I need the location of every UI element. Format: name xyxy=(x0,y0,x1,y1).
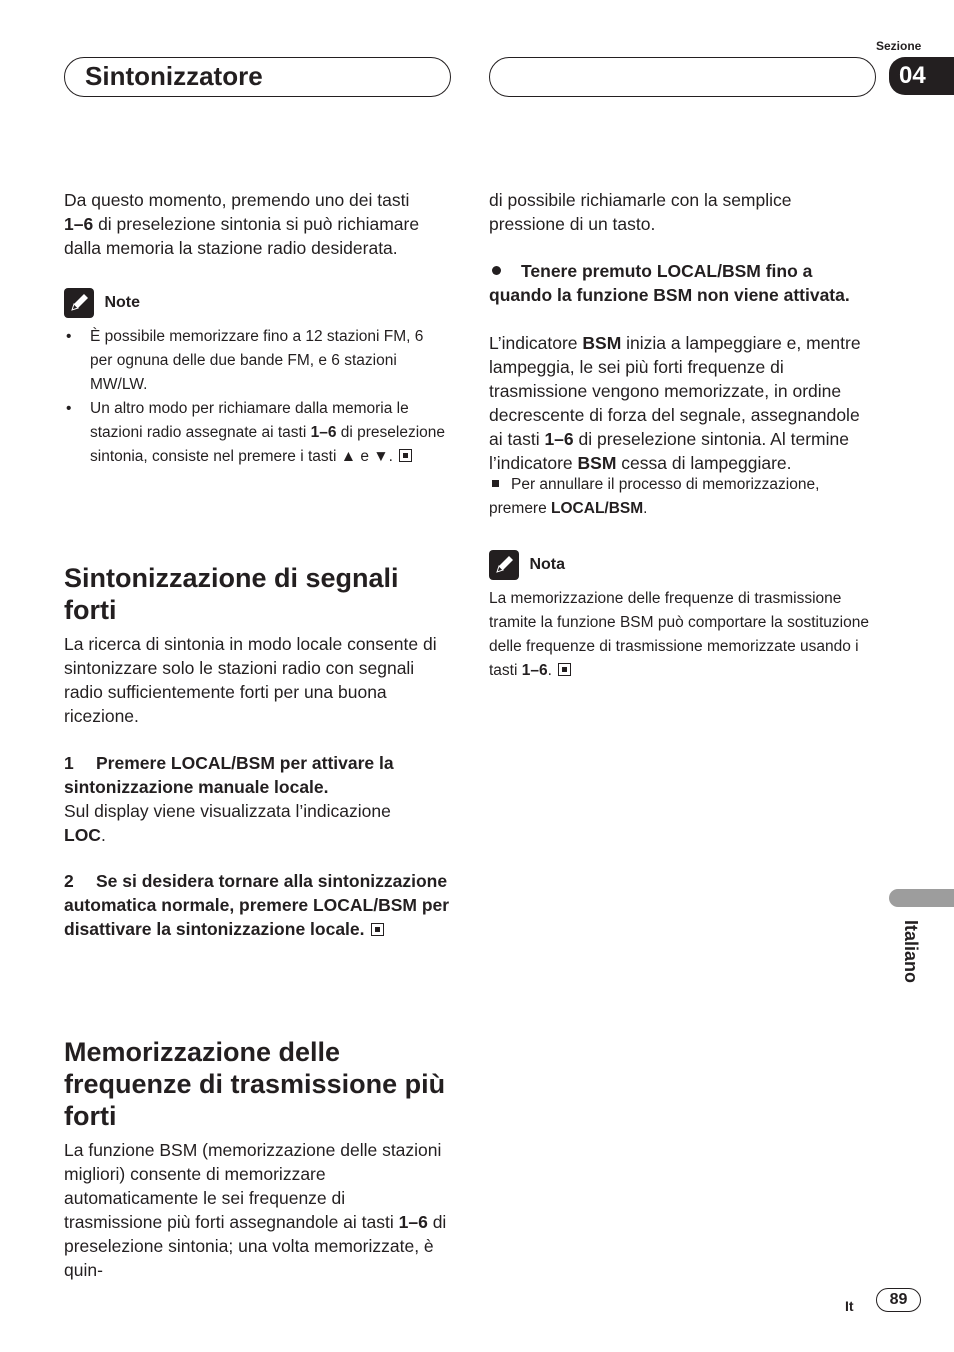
bsm-bullet xyxy=(489,259,875,307)
step-2 xyxy=(64,869,456,941)
step-1-text: Sul display viene visualizzata l’indicazione xyxy=(64,801,391,821)
heading-strong-signals: Sintonizzazione di segnali forti xyxy=(64,563,399,625)
step-2-instruction: Se si desidera tornare alla sintonizzazione automatica normale, premere LOCAL/BSM per disattivare la sintonizzazione locale. xyxy=(64,871,450,939)
intro-text-a: Da questo momento, premendo uno dei tasti xyxy=(64,190,410,210)
header-empty-box xyxy=(489,57,876,97)
note-pencil-icon xyxy=(489,550,519,580)
intro-text-b: di preselezione sintonia si può richiamare dalla memoria la stazione radio desiderata. xyxy=(64,214,420,258)
note-item: • È possibile memorizzare fino a 12 stazioni FM, 6 per ognuna delle due bande FM, e 6 stazioni MW/LW. xyxy=(64,325,450,397)
bsm-paragraph: La funzione BSM (memorizzazione delle stazioni migliori) consente di memorizzare automaticamente le sei frequenze di trasmissione più forti assegnandole ai tasti 1–6 di preselezione sintonia; una volta memorizzate, è quin- xyxy=(64,1140,447,1280)
end-mark-icon xyxy=(399,449,412,462)
sezione-label: Sezione xyxy=(876,39,922,53)
sezione-number: 04 xyxy=(889,57,954,95)
language-tab xyxy=(889,889,954,907)
loc-indicator: LOC xyxy=(64,825,101,845)
bullet-dot-icon xyxy=(492,266,501,275)
nota-text: La memorizzazione delle frequenze di trasmissione tramite la funzione BSM può comportare la sostituzione delle frequenze di trasmissione memorizzate usando i tasti 1–6. xyxy=(489,590,869,679)
step-1: 1 Premere LOCAL/BSM per attivare la sintonizzazione manuale locale. Sul display viene visualizzata l’indicazione LOC. xyxy=(64,753,394,845)
note-heading: Note xyxy=(104,294,141,312)
bsm-instruction: Tenere premuto LOCAL/BSM fino a quando la funzione BSM non viene attivata. xyxy=(489,261,850,305)
language-label: Italiano xyxy=(901,920,921,984)
end-mark-icon xyxy=(371,923,384,936)
heading-bsm: Memorizzazione delle frequenze di trasmissione più forti xyxy=(64,1037,446,1131)
step-1-instruction: Premere LOCAL/BSM per attivare la sintonizzazione manuale locale. xyxy=(64,753,394,797)
step-1-number: 1 xyxy=(64,753,74,773)
bsm-description: L’indicatore BSM inizia a lampeggiare e, mentre lampeggia, le sei più forti frequenze di trasmissione vengono memorizzate, in ordine decrescente di forza del segnale, assegnandole ai tasti 1–6 di preselezione sintonia. Al termine l’indicatore BSM cessa di lampeggiare. xyxy=(489,333,861,473)
footer-lang: It xyxy=(845,1298,854,1314)
section-title-box xyxy=(64,57,451,97)
small-square-icon xyxy=(492,480,499,487)
note-header xyxy=(64,288,140,318)
continuation-paragraph: di possibile richiamarle con la semplice pressione di un tasto. xyxy=(489,190,792,234)
cancel-note: Per annullare il processo di memorizzazione, premere LOCAL/BSM. xyxy=(489,476,820,517)
note-item: • Un altro modo per richiamare dalla memoria le stazioni radio assegnate ai tasti 1–6 di preselezione sintonia, consiste nel premere i tasti ▲ e ▼. xyxy=(64,397,450,469)
end-mark-icon xyxy=(558,663,571,676)
section-title: Sintonizzatore xyxy=(85,61,263,91)
intro-paragraph xyxy=(64,188,454,260)
nota-heading: Nota xyxy=(529,556,566,574)
note-pencil-icon xyxy=(64,288,94,318)
step-2-number: 2 xyxy=(64,871,74,891)
note-list xyxy=(64,325,450,469)
page-number: 89 xyxy=(876,1288,921,1312)
nota-header xyxy=(489,550,565,580)
intro-keys: 1–6 xyxy=(64,214,94,234)
strong-signals-paragraph: La ricerca di sintonia in modo locale consente di sintonizzare solo le stazioni radio con segnali radio sufficientemente forti per una buona ricezione. xyxy=(64,634,437,726)
